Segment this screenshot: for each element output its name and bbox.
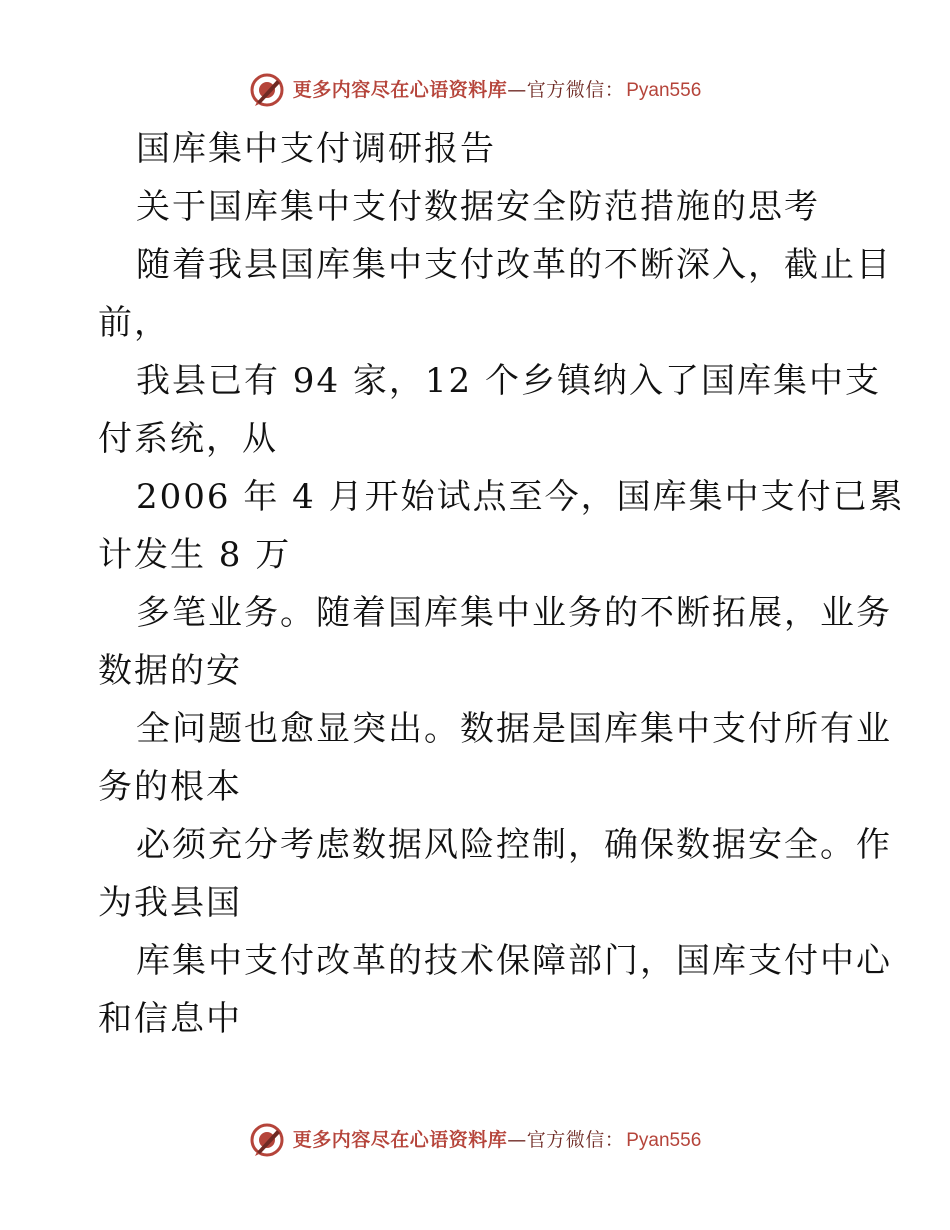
banner-text: [292, 78, 702, 101]
paragraph-line: 必须充分考虑数据风险控制，确保数据安全。作: [136, 825, 892, 865]
banner-wechat-label: 官方微信：: [526, 1128, 625, 1151]
banner-wechat-id: Pyan556: [626, 1129, 702, 1151]
paragraph-line: 库集中支付改革的技术保障部门，国库支付中心: [136, 941, 892, 981]
paragraph-line: 前，: [98, 303, 170, 343]
pen-logo-icon: [249, 1122, 285, 1158]
paragraph-line: 付系统，从: [98, 419, 278, 459]
paragraph-line: 全问题也愈显突出。数据是国库集中支付所有业: [136, 709, 892, 749]
document-title: 国库集中支付调研报告: [136, 129, 496, 169]
paragraph-line: 随着我县国库集中支付改革的不断深入，截止目: [136, 245, 892, 285]
banner-text: [292, 1128, 702, 1151]
banner-dash: —: [507, 78, 527, 101]
header-banner: [0, 68, 950, 112]
paragraph-line: 计发生 8 万: [98, 535, 292, 575]
banner-main-text: 更多内容尽在心语资料库: [292, 78, 508, 101]
paragraph-line: 数据的安: [98, 651, 242, 691]
paragraph-line: 多笔业务。随着国库集中业务的不断拓展，业务: [136, 593, 892, 633]
document-subtitle: 关于国库集中支付数据安全防范措施的思考: [136, 187, 820, 227]
paragraph-line: 务的根本: [98, 767, 242, 807]
paragraph-line: 和信息中: [98, 999, 242, 1039]
document-body: [98, 120, 905, 1048]
banner-wechat-label: 官方微信：: [526, 78, 625, 101]
paragraph-line: 为我县国: [98, 883, 242, 923]
banner-wechat-id: Pyan556: [626, 79, 702, 101]
banner-main-text: 更多内容尽在心语资料库: [292, 1128, 508, 1151]
paragraph-line: 2006 年 4 月开始试点至今，国库集中支付已累: [136, 477, 905, 517]
footer-banner: [0, 1118, 950, 1162]
banner-dash: —: [507, 1128, 527, 1151]
pen-logo-icon: [249, 72, 285, 108]
paragraph-line: 我县已有 94 家，12 个乡镇纳入了国库集中支: [136, 361, 881, 401]
